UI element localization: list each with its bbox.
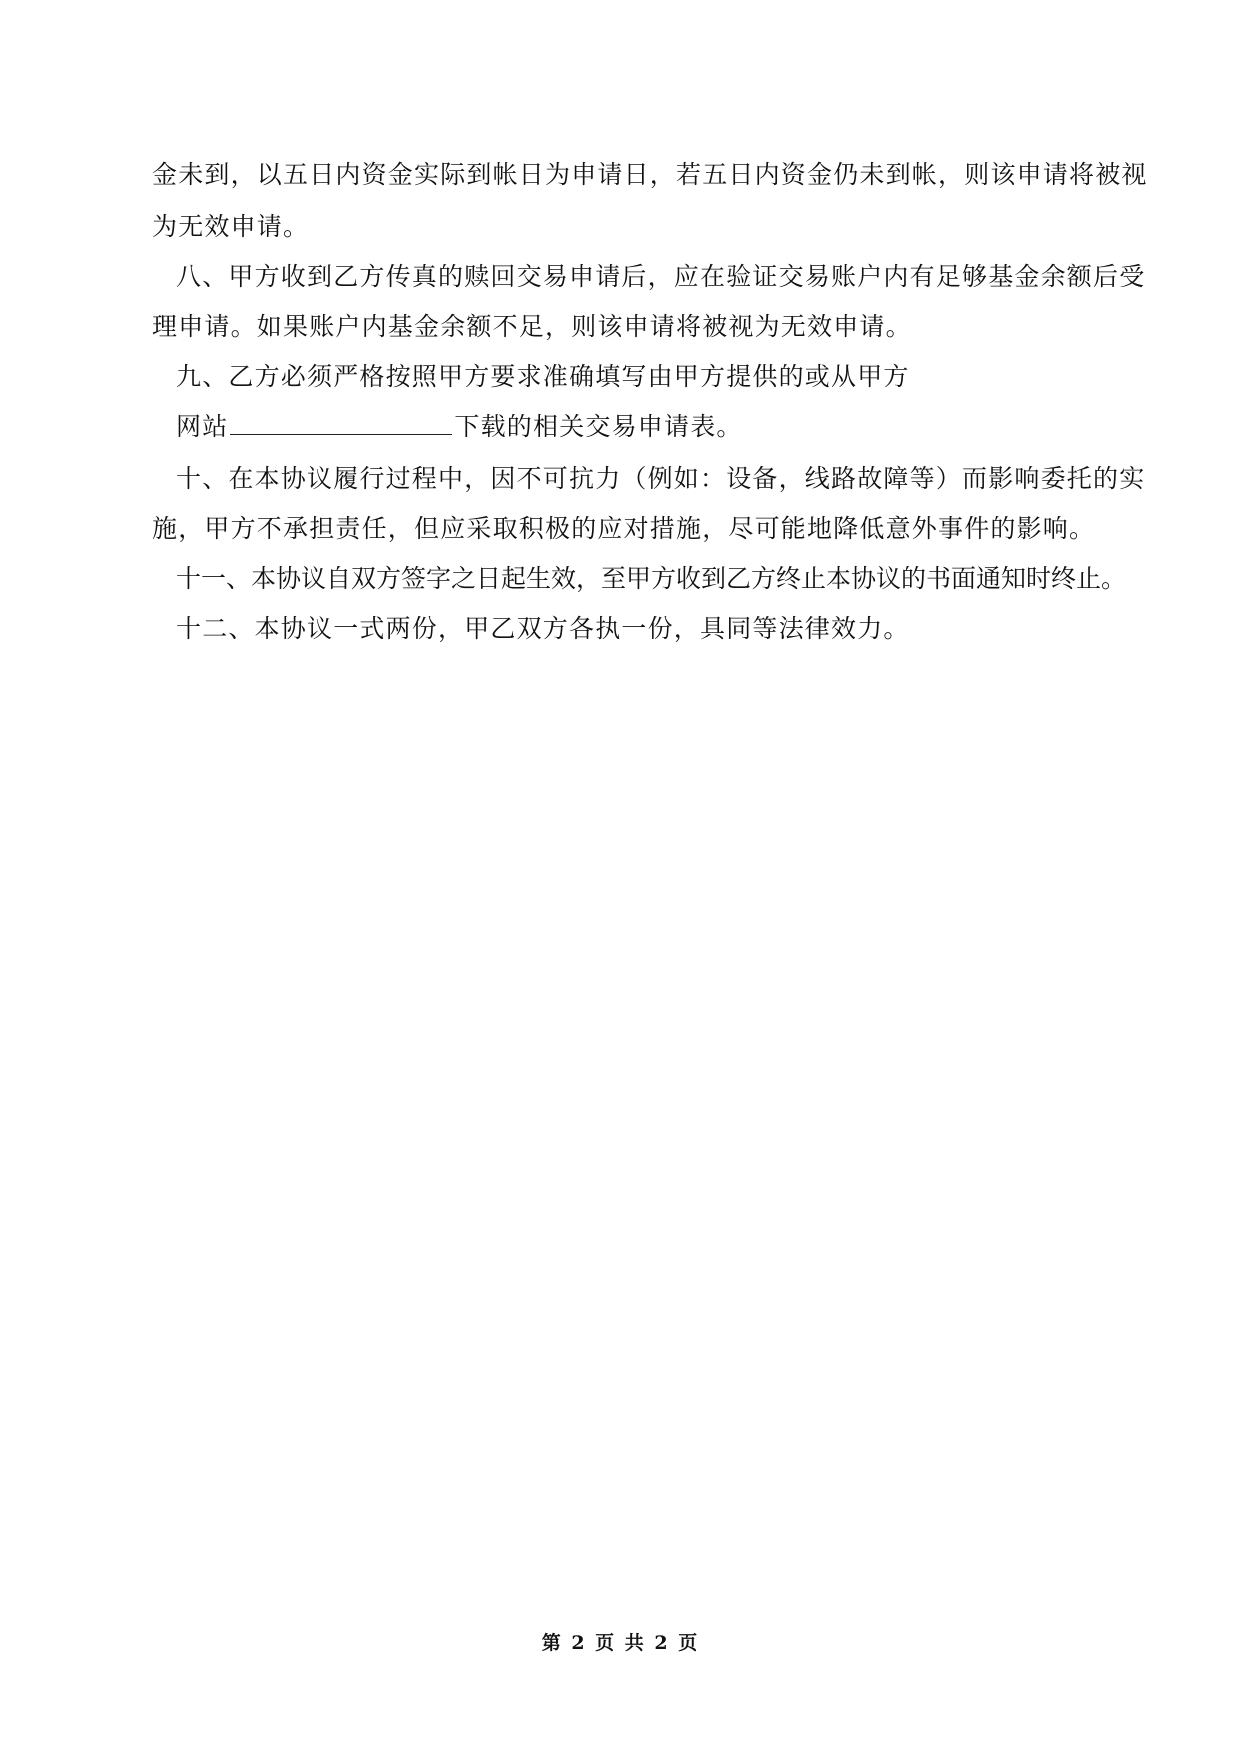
clause-8-line-1: 八、甲方收到乙方传真的赎回交易申请后，应在验证交易账户内有足够基金余额后受: [176, 262, 1146, 291]
clause-8-line-2: 理申请。如果账户内基金余额不足，则该申请将被视为无效申请。: [152, 312, 912, 341]
clause-12: 十二、本协议一式两份，甲乙双方各执一份，具同等法律效力。: [176, 614, 910, 643]
website-blank-field: [230, 412, 452, 435]
clause-10-line-2: 施，甲方不承担责任，但应采取积极的应对措施，尽可能地降低意外事件的影响。: [152, 514, 1096, 543]
clause-11: 十一、本协议自双方签字之日起生效，至甲方收到乙方终止本协议的书面通知时终止。: [176, 564, 1127, 593]
clause-10-line-1: 十、在本协议履行过程中，因不可抗力（例如：设备，线路故障等）而影响委托的实: [176, 464, 1146, 493]
paragraph-7-line-2: 金未到，以五日内资金实际到帐日为申请日，若五日内资金仍未到帐，则该申请将被视: [152, 160, 1148, 189]
page-number-footer: 第 2 页 共 2 页: [541, 1632, 700, 1654]
clause-9-line-1: 九、乙方必须严格按照甲方要求准确填写由甲方提供的或从甲方: [176, 362, 910, 391]
website-label: 网站: [176, 412, 229, 441]
download-text: 下载的相关交易申请表。: [454, 412, 743, 441]
clause-9-line-2: [176, 412, 743, 442]
paragraph-7-line-3: 为无效申请。: [152, 212, 310, 241]
